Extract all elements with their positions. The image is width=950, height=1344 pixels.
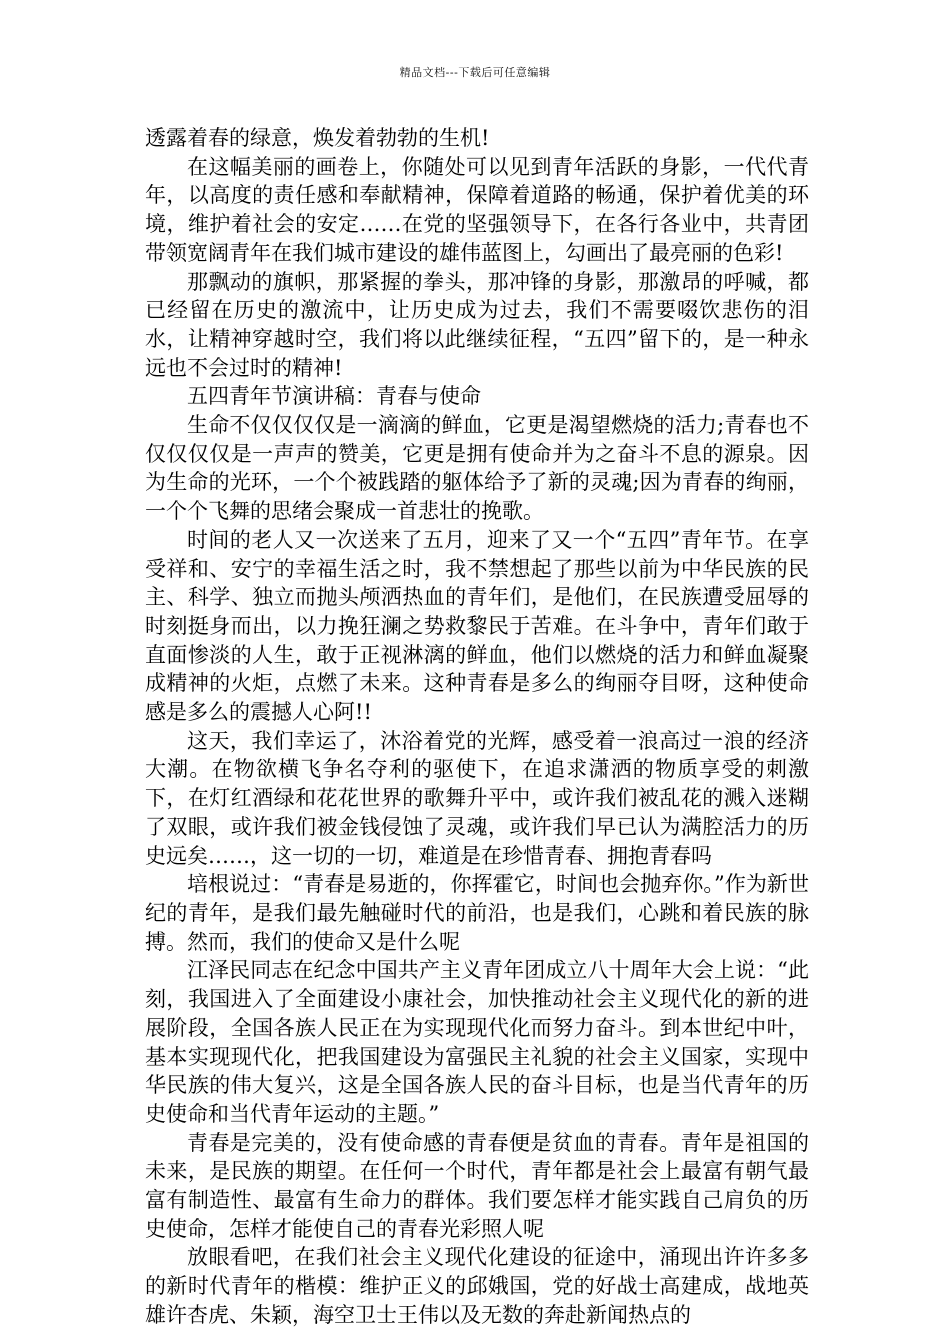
- page-header: 精品文档---下载后可任意编辑: [399, 66, 551, 79]
- paragraph: 培根说过：“青春是易逝的，你挥霍它，时间也会抛弃你。”作为新世纪的青年，是我们最先触碰时代的前沿，也是我们，心跳和着民族的脉搏。然而，我们的使命又是什么呢: [145, 872, 809, 954]
- paragraph: 那飘动的旗帜，那紧握的拳头，那冲锋的身影，那激昂的呼喊，都已经留在历史的激流中，让历史成为过去，我们不需要啜饮悲伤的泪水，让精神穿越时空，我们将以此继续征程，“五四”留下的，是一种永远也不会过时的精神!: [145, 269, 809, 380]
- paragraph: 透露着春的绿意，焕发着勃勃的生机!: [145, 126, 490, 150]
- paragraph: 这天，我们幸运了，沐浴着党的光辉，感受着一浪高过一浪的经济大潮。在物欲横飞争名夺利的驱使下，在追求潇洒的物质享受的刺激下，在灯红酒绿和花花世界的歌舞升平中，或许我们被乱花的溅入迷糊了双眼，或许我们被金钱侵蚀了灵魂，或许我们早已认为满腔活力的历史远矣……，这一切的一切，难道是在珍惜青春、拥抱青春吗: [145, 728, 809, 868]
- document-body: [145, 124, 809, 1330]
- paragraph: 时间的老人又一次送来了五月，迎来了又一个“五四”青年节。在享受祥和、安宁的幸福生活之时，我不禁想起了那些以前为中华民族的民主、科学、独立而抛头颅洒热血的青年们，是他们，在民族遭受屈辱的时刻挺身而出，以力挽狂澜之势救黎民于苦难。在斗争中，青年们敢于直面惨淡的人生，敢于正视淋漓的鲜血，他们以燃烧的活力和鲜血凝聚成精神的火炬，点燃了未来。这种青春是多么的绚丽夺目呀，这种使命感是多么的震撼人心阿!!: [145, 527, 809, 725]
- section-title: 五四青年节演讲稿：青春与使命: [187, 384, 481, 409]
- paragraph: 生命不仅仅仅仅是一滴滴的鲜血，它更是渴望燃烧的活力;青春也不仅仅仅仅是一声声的赞美，它更是拥有使命并为之奋斗不息的源泉。因为生命的光环，一个个被践踏的躯体给予了新的灵魂;因为青春的绚丽，一个个飞舞的思绪会聚成一首悲壮的挽歌。: [145, 413, 809, 524]
- paragraph: 在这幅美丽的画卷上，你随处可以见到青年活跃的身影，一代代青年，以高度的责任感和奉献精神，保障着道路的畅通，保护着优美的环境，维护着社会的安定……在党的坚强领导下，在各行各业中，共青团带领宽阔青年在我们城市建设的雄伟蓝图上，勾画出了最亮丽的色彩!: [145, 154, 809, 265]
- paragraph: 放眼看吧，在我们社会主义现代化建设的征途中，涌现出许许多多的新时代青年的楷模：维护正义的邱娥国，党的好战士高建成，战地英雄许杏虎、朱颖，海空卫士王伟以及无数的奔赴新闻热点的: [145, 1245, 809, 1327]
- paragraph: 江泽民同志在纪念中国共产主义青年团成立八十周年大会上说：“此刻，我国进入了全面建设小康社会，加快推动社会主义现代化的新的进展阶段，全国各族人民正在为实现现代化而努力奋斗。到本世纪中叶，基本实现现代化，把我国建设为富强民主礼貌的社会主义国家，实现中华民族的伟大复兴，这是全国各族人民的奋斗目标，也是当代青年的历史使命和当代青年运动的主题。”: [145, 958, 809, 1126]
- paragraph: 青春是完美的，没有使命感的青春便是贫血的青春。青年是祖国的未来，是民族的期望。在任何一个时代，青年都是社会上最富有朝气最富有制造性、最富有生命力的群体。我们要怎样才能实践自己肩负的历史使命，怎样才能使自己的青春光彩照人呢: [145, 1130, 809, 1241]
